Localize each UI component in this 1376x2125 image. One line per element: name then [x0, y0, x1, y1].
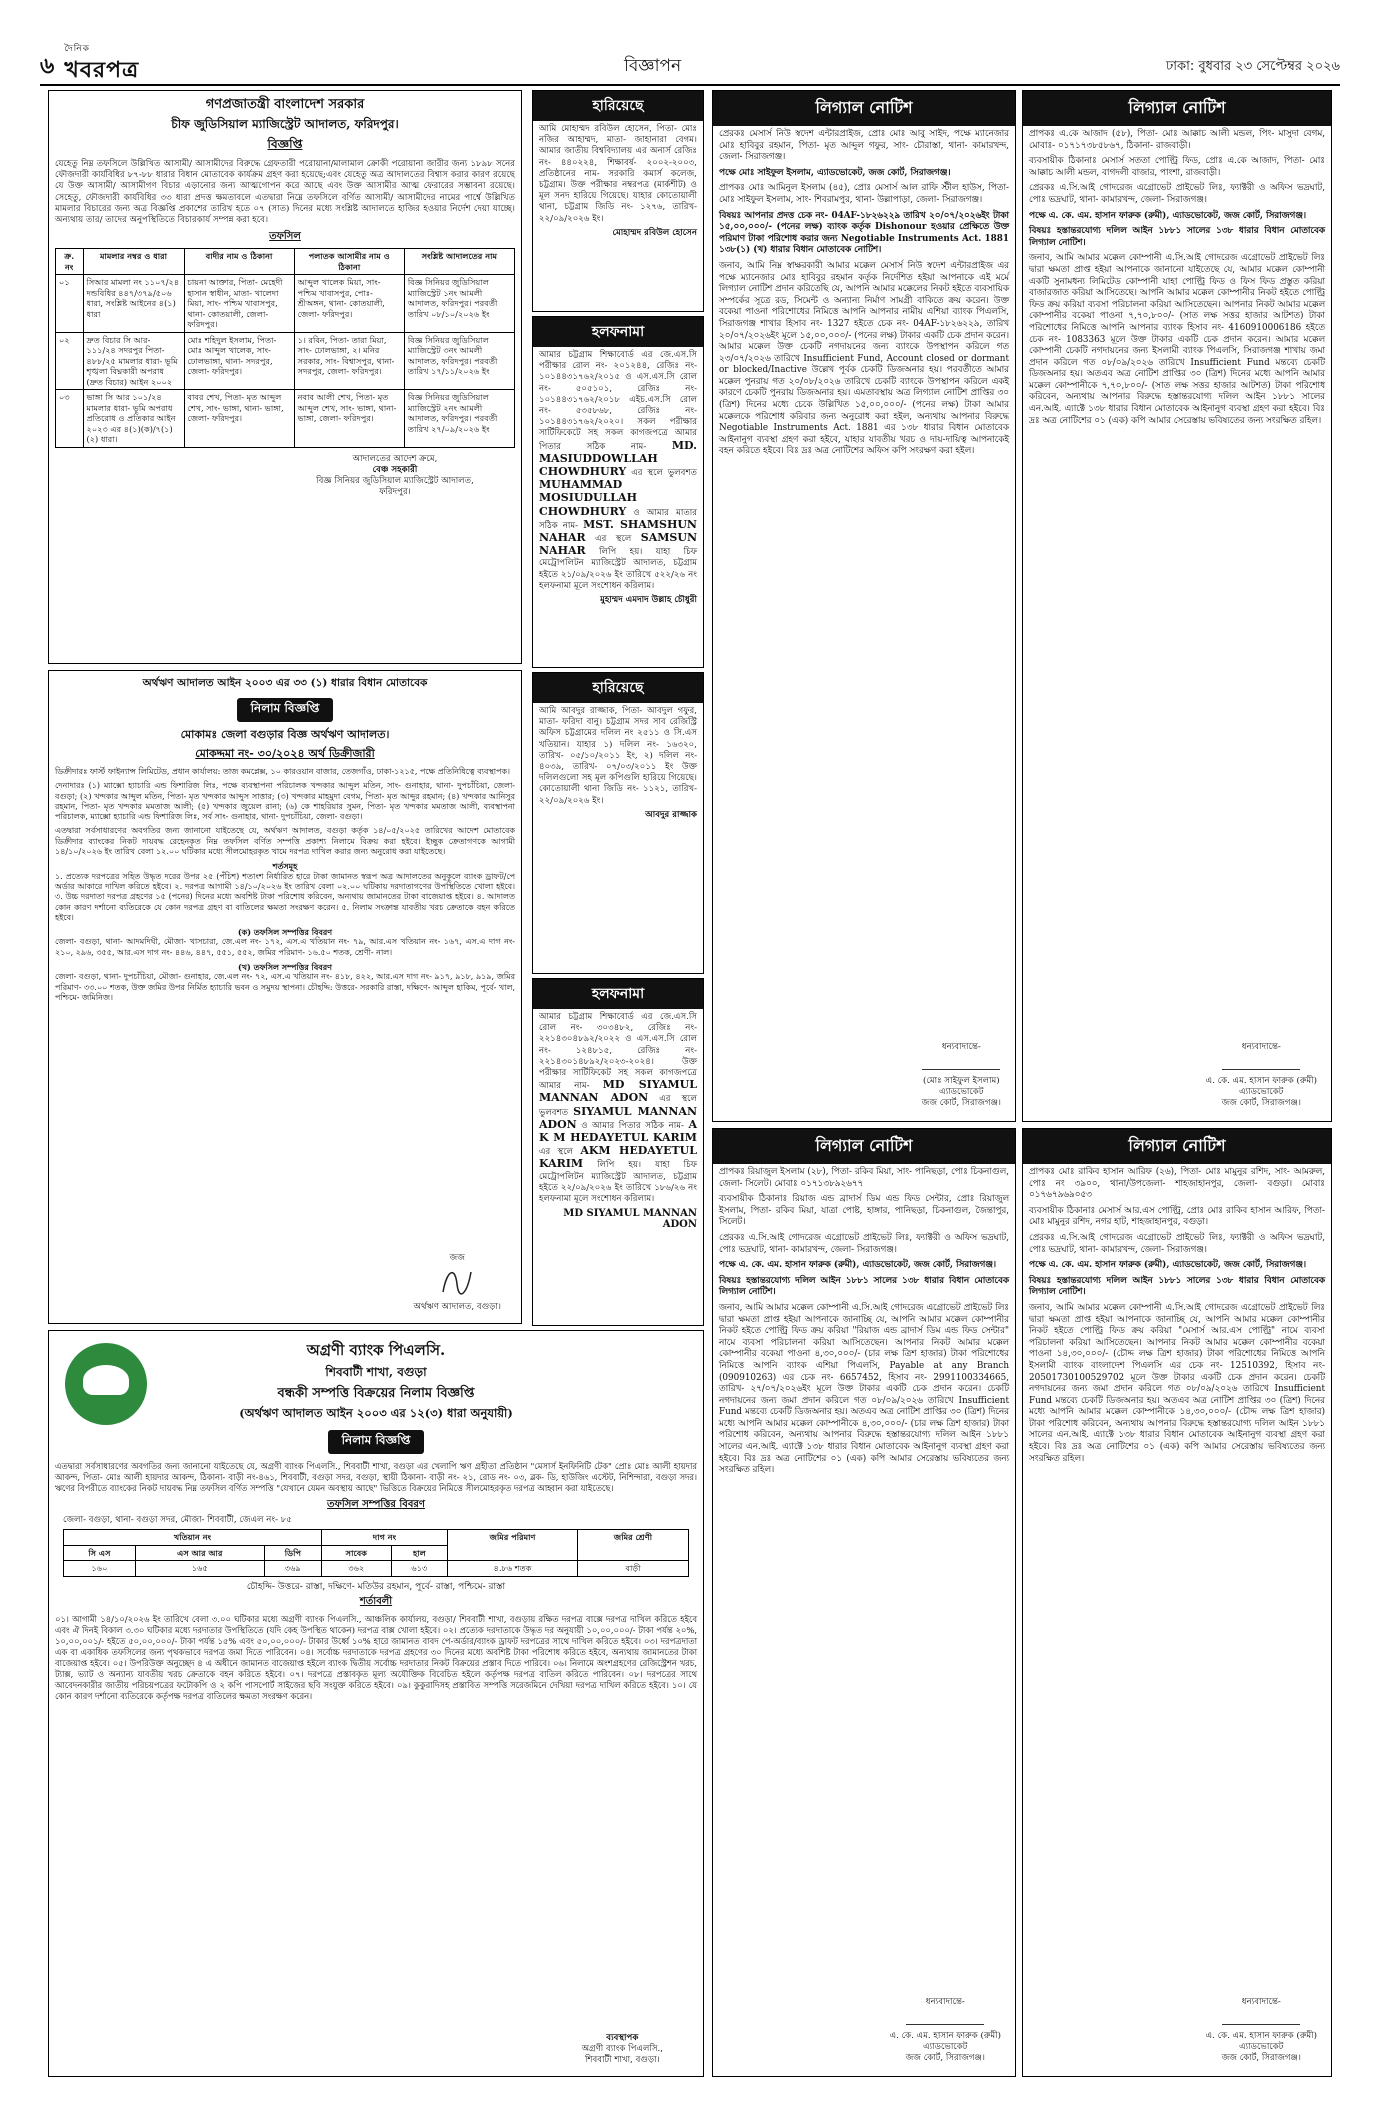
bank-terms: ০১। আগামী ১৪/১০/২০২৬ ইং তারিখে বেলা ৩.০০ ঘটিকার মধ্যে অগ্রণী ব্যাংক পিএলসি., আঞ্চলিক কার্যালয়, বগুড়া/ শিববাটী শাখা, বগুড়ায় রক্ষিত দরপত্র বাক্সে দরপত্র দাখিল করিতে হইবে এবং ঐ দিনই বিকাল ৩.৩০ ঘটিকার মধ্যে দরদাতার উপস্থিতিতে (যদি কেহ উপস্থিত থাকেন) দরপত্র বাক্স খোলা হইবে। ০২। প্রত্যেক দরদাতাকে উদ্ধৃত দর অনুযায়ী ১০,০০,০০০/- টাকা পর্যন্ত ২০%, ১০,০০,০০১/- হইতে ৫০,০০,০০০/- টাকা পর্যন্ত ১৫% এবং ৫০,০০,০০০/- টাকার উর্ধ্বে ১০% হারে জামানত বাবদ পে-অর্ডার/ব্যাংক ড্রাফট দরপত্রের সাথে দাখিল করিতে হইবে। ০৩। দরপত্রদাতা এক বা একাধিক তফসিলের জন্য পৃথকভাবে দরপত্র জমা দিতে পারিবেন। ০৪। সর্বোচ্চ দরদাতাকে দরপত্র গ্রহণের ৩০ দিনের মধ্যে অবশিষ্ট টাকা পরিশোধ করিতে হইবে, অন্যথায় জামানতের টাকা বাজেয়াপ্ত হইবে। ০৫। উপরিউক্ত অনুচ্ছেদ ৪ এ অধীনে জামানত বাজেয়াপ্ত হইলে ব্যাংক দ্বিতীয় সর্বোচ্চ দরদাতার নিকট বিক্রয়ের প্রস্তাব দিতে পারিবে। ০৬। নিলামে অংশগ্রহণের রেজিস্ট্রেশন খরচ, ট্যাক্স, ভ্যাট ও অন্যান্য যাবতীয় খরচ ক্রেতাকে বহন করিতে হইবে। ০৭। দরপত্রে প্রস্তাবকৃত মূল্য অযৌক্তিক বিবেচিত হইলে কর্তৃপক্ষ দরপত্র বাতিল করিতে পারিবেন। ০৮। দরপত্রের সাথে আবেদনকারীর জাতীয় পরিচয়পত্রের ফটোকপি ও ২ কপি পাসপোর্ট সাইজের ছবি সংযুক্ত করিতে হইবে। ০৯। কুকুরাদিসহ প্রস্তাবিত সম্পত্তি সরেজমিনে দেখিয়া দরপত্র দাখিল করিতে হইবে। ১০। যে কোন কারণ দর্শানো ব্যতিরেকে কর্তৃপক্ষ দরপত্র বাতিলের ক্ষমতা সংরক্ষণ করেন।	[55, 1613, 697, 1701]
auction-body	[49, 764, 521, 1010]
lost-notice-1	[532, 90, 704, 312]
auction-terms: ১. প্রত্যেক দরপত্রের সহিত উদ্ধৃত দরের উপর ২৫ (পঁচিশ) শতাংশ নির্ধারিত হারে টাকা জামানত স্বরূপ অত্র আদালতের অনুকূলে ব্যাংক ড্রাফট/পে অর্ডার আকারে দাখিল করিতে হইবে। ২. দরপত্র আগামী ১৪/১০/২০২৬ ইং তারিখ বেলা ০২.০০ ঘটিকায় দরদাতাগণের উপস্থিতিতে খোলা হইবে। ৩. উচ্চ দরদাতা দরপত্র গ্রহণের ১৫ (পনের) দিনের মধ্যে অবশিষ্ট টাকা পরিশোধ করিবেন, অন্যথায় জামানতের টাকা বাজেয়াপ্ত হইবে। ৪. আদালত কোন কারণ দর্শানো ব্যতিরেকে যে কোন দরপত্র গ্রহণ বা বাতিলের ক্ষমতা সংরক্ষণ করেন। ৫. নিলাম সংক্রান্ত যাবতীয় খরচ ক্রেতাকে বহন করিতে হইবে।	[55, 871, 515, 922]
bank-boundaries: চৌহদ্দি- উত্তরে- রাস্তা, দক্ষিণে- মতিউর রহমান, পূর্বে- রাস্তা, পশ্চিমে- রাস্তা	[246, 1581, 506, 1592]
legal-advocate: পক্ষে মোঃ সাইফুল ইসলাম, এ্যাডভোকেট, জজ কোর্ট, সিরাজগঞ্জ।	[719, 167, 951, 178]
bank-table-head-row	[64, 1530, 689, 1546]
legal-signer-court: জজ কোর্ট, সিরাজগঞ্জ।	[1221, 2053, 1301, 2063]
court-gov-title: গণপ্রজাতন্ত্রী বাংলাদেশ সরকার	[205, 97, 365, 112]
header-left	[40, 45, 139, 90]
table-cell: ০১	[56, 275, 84, 333]
legal-signer-court: জজ কোর্ট, সিরাজগঞ্জ।	[905, 2053, 985, 2063]
bank-auction-body: এতদ্বারা সর্বসাধারণের অবগতির জন্য জানানো যাইতেছে যে, অগ্রণী ব্যাংক পিএলসি., শিববাটী শাখা, বগুড়া এর খেলাপি ঋণ গ্রহীতা প্রতিষ্ঠান "মেসার্স ইনফিনিটি টেক" প্রোঃ মোঃ আলী হায়দার আকন্দ, পিতা- মোঃ আলী হায়দার আকন্দ, ঠিকানা- বাড়ী নং-৪৬১, শিববাটী, বগুড়া সদর, বগুড়া, স্থায়ী ঠিকানা- বাড়ী নং- ২১, রোড নং- ০৩, ব্লক- ডি, হাউজিং এস্টেট, নিশিন্দারা, বগুড়া সদর। ঋণের বিপরীতে ব্যাংকের নিকট দায়বদ্ধ নিম্ন তফসিল বর্ণিত সম্পত্তি "যেখানে যেমন অবস্থায় আছে" ভিত্তিতে বিক্রয়ের নিমিত্তে সীলমোহরকৃত দরপত্র আহ্বান করা যাইতেছে।	[55, 1461, 697, 1493]
auction-pill: নিলাম বিজ্ঞপ্তি	[237, 698, 334, 722]
legal-sign-label: ধন্যবাদান্তে-	[925, 1997, 965, 2007]
auction-law-line: অর্থঋণ আদালত আইন ২০০৩ এর ৩৩ (১) ধারার বিধান মোতাবেক	[142, 677, 428, 689]
schedule-table	[55, 248, 515, 448]
signature-stroke-icon	[922, 1053, 1000, 1070]
legal-receiver: প্রাপকঃ মোঃ আমিনুল ইসলাম (৪৫), প্রোঃ মেসার্স আল রাফি স্টীল হাউস, পিতা- মোঃ সাইফুল ইসলাম, সাং- শিবরামপুর, থানা- উল্লাপাড়া, জেলা- সিরাজগঞ্জ।	[719, 183, 1009, 205]
affidavit-text: এর স্থলে	[595, 534, 632, 545]
court-signer-office: বিজ্ঞ সিনিয়র জুডিসিয়াল ম্যাজিস্ট্রেট আদালত, ফরিদপুর।	[316, 475, 474, 497]
legal-notice-1	[712, 90, 1016, 1122]
legal-advocate: পক্ষে এ. কে. এম. হাসান ফারুক (রুমী), এ্যাডভোকেট, জজ কোর্ট, সিরাজগঞ্জ।	[1029, 1260, 1306, 1271]
table-cell: চায়না আক্তার, পিতা- মেহেদী হাসান স্বাধীন, মাতা- খালেদা মিয়া, সাং- পশ্চিম খাবাসপুর, থানা- কোতয়ালী, জেলা- ফরিদপুর।	[184, 275, 294, 333]
bank-table-subheader: এস আর আর	[135, 1545, 264, 1561]
table-cell: ভাঙ্গা সি আর ১০১/২৪ মামলার ধারা- ভূমি অপরাধ প্রতিরোধ ও প্রতিকার আইন ২০২৩ এর ৪(১)(ক)/৭(১)(২) ধারা।	[83, 390, 184, 448]
legal-sign-label: ধন্যবাদান্তে-	[941, 1042, 981, 1052]
table-cell: বাবর শেখ, পিতা- মৃত আব্দুল শেখ, সাং- ভাঙ্গা, থানা- ভাঙ্গা, জেলা- ফরিদপুর।	[184, 390, 294, 448]
page-header	[40, 43, 1340, 86]
legal-signer-title: এ্যাডভোকেট	[1239, 2042, 1284, 2052]
legal-receiver: প্রাপকঃ মোঃ রাকিব হাসান আরিফ (২৬), পিতা- মোঃ মামুনুর রশিদ, সাং- আমরুল, পোঃ নং ৩৯০০, থানা/উপজেলা- শাহজাহানপুর, জেলা- বগুড়া। মোবাঃ ০১৭৬৭৯৬৯০৫৩	[1029, 1167, 1325, 1201]
auction-signature	[414, 1253, 502, 1313]
table-cell: আব্দুল খালেক মিয়া, সাং- পশ্চিম খাবাসপুর, পোঃ- শ্রীঅঙ্গন, থানা- কোতয়ালী, জেলা- ফরিদপুর।	[294, 275, 404, 333]
table-cell: বিজ্ঞ সিনিয়র জুডিসিয়াল ম্যাজিস্ট্রেট ১নং আমলী আদালত, ফরিদপুর। পরবর্তী তারিখ ০৮/১০/২০২৬ ইং	[404, 275, 514, 333]
auction-announcement: এতদ্বারা সর্বসাধারণের অবগতির জন্য জানানো যাইতেছে যে, অর্থঋণ আদালত, বগুড়া কর্তৃক ১৪/০৫/২০২৫ তারিখের আদেশ মোতাবেক ডিক্রীদার ব্যাংকের নিকট দায়বদ্ধ রেহেনকৃত নিম্ন তফসিল বর্ণিত সম্পত্তি প্রকাশ্য নিলামে বিক্রয় করা হইবে। ইচ্ছুক ক্রেতাগণকে আগামী ১৪/১০/২০২৬ ইং তারিখ বেলা ১২.০০ ঘটিকার মধ্যে সীলমোহরকৃত খামে দরপত্র দাখিল করার জন্য অনুরোধ করা যাইতেছে।	[55, 826, 515, 857]
bank-auction-notice	[48, 1330, 704, 2077]
legal-advocate: পক্ষে এ. কে. এম. হাসান ফারুক (রুমী), এ্যাডভোকেট, জজ কোর্ট, সিরাজগঞ্জ।	[719, 1260, 996, 1271]
affidavit-text: আমার চট্টগ্রাম শিক্ষাবোর্ড এর জে.এস.সি পরীক্ষার রোল নং- ২০১২৪৪, রেজিঃ নং- ১০১৪৪৩১৭৬২/২০১৫ ও এস.এস.সি রোল নং- ৫০৫১০১, রেজিঃ নং- ১০১৪৪৩১৭৬২/২০১৮ এইচ.এস.সি রোল নং- ৫৩৫৮৬৮, রেজিঃ নং- ১০১৪৪৩১৭৬২/২০২০। সকল পরীক্ষার সার্টিফিকেটে সহ সকল কাগজপত্রে আমার পিতার সঠিক নাম-	[539, 350, 697, 452]
legal-subject: বিষয়ঃ আপনার প্রদত্ত চেক নং- 04AF-১৮২৬২২৯ তারিখ ২০/০৭/২০২৬ইং টাকা ১৫,০০,০০০/- (পনের লক্ষ) ব্যাংক কর্তৃক Dishonour হওয়ার প্রেক্ষিতে উক্ত পরিমাণ টাকা পরিশোধ করার জন্য Negotiable Instruments Act. 1881 ১৩৮(১) (খ) ধারার বিধান মোতাবেক নোটিশ।	[719, 210, 1009, 256]
bank-table-subheader: সি এস	[64, 1545, 136, 1561]
table-cell: সিআর মামলা নং ১১০৭/২৪ দন্ডবিধির ৪৪৭/৩৭৯/৫০৬ ধারা, সংশ্লিষ্ট আইনের ৪(১) ধারা	[83, 275, 184, 333]
auction-signer: অর্থঋণ আদালত, বগুড়া।	[413, 1302, 501, 1312]
lost-notice-2	[532, 672, 704, 974]
lost-notice-signer: আবদুর রাজ্জাক	[645, 809, 697, 820]
table-cell: দ্রুত বিচার সি আর- ১১১/২৪ সদরপুর পিতা- ৪৮৮/২৫ মামলার ধারা- ভূমি শৃঙ্খলা বিঘ্নকারী অপরাধ (দ্রুত বিচার) আইন ২০০২	[83, 332, 184, 390]
agrani-bank-logo-icon	[65, 1343, 147, 1425]
logo-tagline: দৈনিক	[64, 43, 90, 54]
legal-notice-band: লিগ্যাল নোটিশ	[713, 91, 1015, 126]
legal-text: জনাব, আমি আমার মক্কেল কোম্পানী এ.সি.আই গোদরেজ এগ্রোভেট প্রাইভেট লিঃ দ্বারা ক্ষমতা প্রাপ্ত হইয়া আপনাকে জানাচ্ছি যে, আপনি আমার মক্কেল কোম্পানীর নিকট হইতে পোল্ট্রি ফিড ক্রয় করিয়া "মেসার্স আর.এস পোল্ট্রি" নামে ব্যবসা পরিচালনা করিয়া আসিতেছেন। আপনার নিকট আমার মক্কেল কোম্পানীর বকেয়া পাওনা ১৪,৩০,০০০/- (চৌদ্দ লক্ষ ত্রিশ হাজার) টাকা পরিশোধের নিমিত্তে আপনি ইসলামী ব্যাংক বাংলাদেশ পিএলসি এর চেক নং- 12510392, হিসাব নং- 20501730100529702 মূলে উক্ত টাকার একটি চেক প্রদান করেন। চেকটি নগদায়নের জন্য জমা প্রদান করিলে গত ০৮/০৯/২০২৬ তারিখে Insufficient Fund মন্তব্যে চেকটি ডিজঅনার হয়। অতএব অত্র নোটিশ প্রাপ্তির ৩০ (ত্রিশ) দিনের মধ্যে আপনি আমার মক্কেল কোম্পানীকে ১৪,৩০,০০০/- (চৌদ্দ লক্ষ ত্রিশ হাজার) টাকা পরিশোধ করিবেন, অন্যথায় আপনার বিরুদ্ধে হস্তান্তরযোগ্য দলিল আইন ১৮৮১ সালের এন.আই. এ্যাক্টে ১৩৮ ধারার বিধান মোতাবেক আইনানুগ ব্যবস্থা গ্রহণ করা হইবে। বিঃ দ্রঃ অত্র নোটিশের ০১ (এক) কপি আমার সেরেস্তায় ভবিষ্যতের জন্য সংরক্ষিত রহিল।	[1029, 1302, 1325, 1464]
legal-signer-court: জজ কোর্ট, সিরাজগঞ্জ।	[921, 1098, 1001, 1108]
affidavit-text: ও আমার পিতার সঠিক নাম-	[581, 1120, 684, 1131]
affidavit-text: লিপি হয়। যাহা চিফ মেট্রোপলিটন ম্যাজিস্ট্রেট আদালত, চট্টগ্রাম হইতে ২১/০৯/২০২৬ ইং তারিখে ৫২২/২৬ নং হলফনামা মূলে সংশোধন করিলাম।	[539, 547, 698, 591]
auction-schedule2-label: (খ) তফসিল সম্পত্তির বিবরণ	[238, 962, 332, 973]
affidavit-body	[533, 1009, 703, 1208]
affidavit-name: AKM HEDAYETUL KARIM	[539, 1144, 698, 1171]
bank-signer: ব্যবস্থাপক	[606, 2033, 639, 2043]
bank-signer-branch: শিববাটী শাখা, বগুড়া।	[584, 2055, 660, 2065]
auction-court: মোকামঃ জেলা বগুড়ার বিজ্ঞ অর্থঋণ আদালত।	[180, 728, 390, 741]
table-cell: ০২	[56, 332, 84, 390]
legal-signature	[890, 1997, 1001, 2064]
legal-signer-title: এ্যাডভোকেট	[1239, 1087, 1284, 1097]
legal-text: জনাব, আমি নিম্ন স্বাক্ষরকারী আমার মক্কেল মেসার্স নিউ স্বদেশ এন্টারপ্রাইজ এর পক্ষে ম্যানেজার মোঃ হাবিবুর রহমান কর্তৃক নির্দেশিত হইয়া আপনাকে এই মর্মে লিগ্যাল নোটিশ প্রদান করিতেছি যে, আপনি আমার মক্কেলের নিকট হইতে ব্যবসায়িক সম্পর্কের সূত্রে রড, সিমেন্ট ও অন্যান্য নির্মাণ সামগ্রী বাকিতে ক্রয় করেন। উক্ত বকেয়া পাওনা পরিশোধের নিমিত্তে আপনি আপনার নামীয় এশিয়া ব্যাংক পিএলসি, সিরাজগঞ্জ শাখার হিসাব নং- 1327 হইতে চেক নং- 04AF-১৮২৬২২৯, তারিখ ২০/০৭/২০২৬ইং মূলে ১৫,০০,০০০/- (পনের লক্ষ) টাকার একটি চেক প্রদান করেন। আমার মক্কেল উক্ত চেকটি নগদায়নের জন্য ব্যাংকে উপস্থাপন করিলে গত ২৩/০৭/২০২৬ তারিখে Insufficient Fund, Account closed or dormant or blocked/Inactive উল্লেখ পূর্বক চেকটি ডিজঅনার হয়। পরবর্তীতে আমার মক্কেল পুনরায় গত ২০/০৮/২০২৬ তারিখে চেকটি ব্যাংকে উপস্থাপন করিলে একই কারণে চেকটি পুনরায় ডিজঅনার হয়। এমতাবস্থায় অত্র লিগ্যাল নোটিশ প্রাপ্তির ৩০ (ত্রিশ) দিনের মধ্যে চেকে উল্লিখিত ১৫,০০,০০০/- (পনের লক্ষ) টাকা আমার মক্কেলকে পরিশোধ করিবার জন্য অনুরোধ করা হইল, অন্যথায় আপনার বিরুদ্ধে Negotiable Instruments Act. 1881 এর ১৩৮ ধারার বিধান মোতাবেক আইনানুগ ব্যবস্থা গ্রহণ করা হইবে, যাহার যাবতীয় খরচ ও দায়-দায়িত্ব আপনাকেই বহন করিতে হইবে। বিঃ দ্রঃ অত্র নোটিশের অফিস কপি সংরক্ষণ করা হইল।	[719, 260, 1009, 457]
table-cell: ১। রবিন, পিতা- তারা মিয়া, সাং- ঢোলভাঙ্গা, ২। মনির সরকার, সাং- বিশ্বাসপুর, থানা- সদরপুর, জেলা- ফরিদপুর।	[294, 332, 404, 390]
affidavit-signer: MD SIYAMUL MANNAN ADON	[563, 1208, 697, 1231]
table-row	[56, 275, 515, 333]
legal-notice-body	[713, 1164, 1015, 1484]
court-name: চীফ জুডিসিয়াল ম্যাজিস্ট্রেট আদালত, ফরিদপুর।	[171, 117, 399, 131]
auction-judge-label: জজ	[449, 1253, 465, 1263]
legal-notice-body	[713, 126, 1015, 465]
schedule-header: পলাতক আসামীর নাম ও ঠিকানা	[294, 249, 404, 275]
auction-schedule2: জেলা- বগুড়া, থানা- দুপচাঁচিয়া, মৌজা- গুনাহার, জে.এল নং- ৭২, এস.এ খতিয়ান নং- ৪১৮, ৪২২, আর.এস দাগ নং- ৯১৭, ৯১৮, ৯১৯, জমির পরিমাণ- ৩৩.০০ শতক, উক্ত জমির উপর নির্মিত হ্যাচারি ভবন ও সমুদয় স্থাপনা। চৌহদ্দি: উত্তরে- সরকারি রাস্তা, দক্ষিণে- আব্দুল হাকিম, পূর্বে- খাল, পশ্চিমে- জমিনিজ।	[55, 972, 515, 1002]
signature-stroke-icon	[1222, 2008, 1300, 2025]
court-signature-block	[309, 450, 521, 498]
table-row	[56, 332, 515, 390]
page-number: ৬	[40, 53, 55, 79]
auction-debtors: দেনাদারঃ (১) ম্যাক্সো হ্যাচারি এন্ড ফিশারিজ লিঃ, পক্ষে ব্যবস্থাপনা পরিচালক খন্দকার আব্দুল মতিন, সাং- গুনাহার, থানা- দুপচাঁচিয়া, জেলা- বগুড়া; (২) খন্দকার আব্দুল মতিন, পিতা- মৃত খন্দকার আব্দুস সাত্তার; (৩) খন্দকার মাহমুদা বেগম, পিতা- মৃত আব্দুর রহমান; (৪) খন্দকার আনিসুর রহমান, পিতা- মৃত খন্দকার মমতাজ আলী; (৫) খন্দকার জুয়েল রানা; (৬) কে শাহরিয়ার সুমন, পিতা- মৃত খন্দকার মমতাজ আলী, ব্যবস্থাপনা পরিচালক, ম্যাক্সো হ্যাচারি এন্ড ফিশারিজ লিঃ, সর্ব সাং- গুনাহার, থানা- দুপচাঁচিয়া, জেলা- বগুড়া।	[55, 781, 515, 822]
table-row	[56, 390, 515, 448]
affidavit-name: MST. SHAMSHUN NAHAR	[539, 517, 697, 545]
legal-notice-band: লিগ্যাল নোটিশ	[713, 1129, 1015, 1164]
bank-table-header: খতিয়ান নং	[64, 1530, 322, 1546]
legal-signer-title: এ্যাডভোকেট	[923, 2042, 968, 2052]
legal-subject: বিষয়ঃ হস্তান্তরযোগ্য দলিল আইন ১৮৮১ সালের ১৩৮ ধারার বিধান মোতাবেক লিগ্যাল নোটিশ।	[1029, 226, 1325, 248]
legal-signer: (মোঃ সাইফুল ইসলাম)	[923, 1076, 1000, 1086]
bank-name: অগ্রণী ব্যাংক পিএলসি.	[306, 1341, 446, 1359]
table-cell: ৬১৩	[391, 1561, 447, 1577]
affidavit-name: SAMSUN NAHAR	[539, 531, 697, 558]
affidavit-notice-2	[532, 978, 704, 1326]
schedule-header: ক্র. নং	[56, 249, 84, 275]
signature-stroke-icon	[1222, 1053, 1300, 1070]
lost-notice-band: হারিয়েছে	[533, 91, 703, 121]
affidavit-text: এর স্থলে ভুলবশত	[539, 1094, 698, 1118]
court-signer: বেঞ্চ সহকারী	[372, 464, 418, 475]
legal-signer-title: এ্যাডভোকেট	[939, 1087, 984, 1097]
lost-notice-signer: মোহাম্মদ রবিউল হোসেন	[612, 227, 697, 238]
schedule-header-row	[56, 249, 515, 275]
legal-notice-3	[712, 1128, 1016, 2077]
legal-notice-band: লিগ্যাল নোটিশ	[1023, 91, 1331, 126]
auction-notice-court	[48, 670, 522, 1324]
table-cell: মোঃ শহিদুল ইসলাম, পিতা- মোঃ আব্দুল খালেক, সাং- ঢোলভাঙ্গা, থানা- সদরপুর, জেলা- ফরিদপুর।	[184, 332, 294, 390]
bank-signature	[582, 2033, 663, 2066]
table-cell: বিজ্ঞ সিনিয়র জুডিসিয়াল ম্যাজিস্ট্রেট ২নং আমলী আদালত, ফরিদপুর। পরবর্তী তারিখ ২৭/০৯/২০২৬ ইং	[404, 390, 514, 448]
legal-business: ব্যবসায়ীক ঠিকানাঃ রিয়াজ এন্ড ব্রাদার্স ডিম এন্ড ফিড সেন্টার, প্রোঃ রিয়াজুল ইসলাম, পিতা- রকিব মিয়া, যাত্রা পোষ্ট, হাঙ্গার, পানিছড়া, চিকনাগুল, জৈন্তাপুর, সিলেট।	[719, 1194, 1009, 1228]
affidavit-signer: মুহাম্মদ এমদাদ উল্লাহ চৌধুরী	[600, 595, 697, 606]
table-row	[64, 1561, 689, 1577]
auction-schedule: জেলা- বগুড়া, থানা- আদমদিঘী, মৌজা- খাসচারা, জে.এল নং- ১৭২, এস.এ খতিয়ান নং- ৭৯, আর.এস খতিয়ান নং- ১৬৭, এস.এ দাগ নং- ২১০, ২৯৬, ৩৫৫, আর.এস দাগ নং- ৪৪৬, ৪৪৭, ৫৫১, ৫৫২, জমির পরিমাণ- ১৬.৫০ শতক, শ্রেণী- নাল।	[55, 937, 515, 957]
bank-table-subheader: ডিপি	[264, 1545, 321, 1561]
bank-terms-label: শর্তাবলী	[359, 1595, 393, 1607]
schedule-header: মামলার নম্বর ও ধারা	[83, 249, 184, 275]
affidavit-band: হলফনামা	[533, 979, 703, 1009]
table-cell: ৩৬২	[322, 1561, 392, 1577]
legal-receiver: প্রাপকঃ রিয়াজুল ইসলাম (২৮), পিতা- রকিব মিয়া, সাং- পানিছড়া, পোঃ চিকনাগুল, জেলা- সিলেট। মোবাঃ ০১৭১৩৮৯২৬৭৭	[719, 1167, 1009, 1189]
legal-signature	[922, 1042, 1001, 1109]
logo-text: খবরপত্র	[64, 57, 140, 83]
bank-table-header: জমির শ্রেণী	[578, 1530, 689, 1561]
court-order-line: আদালতের আদেশ ক্রমে,	[352, 453, 438, 464]
table-cell: বাড়ী	[578, 1561, 689, 1577]
bank-table-header: দাগ নং	[322, 1530, 448, 1546]
affidavit-text: এর স্থলে ভুলবশত	[631, 468, 697, 479]
legal-signer: এ. কে. এম. হাসান ফারুক (রুমী)	[889, 2031, 1001, 2041]
affidavit-band: হলফনামা	[533, 317, 703, 347]
affidavit-name: SIYAMUL MANNAN ADON	[539, 1104, 697, 1131]
legal-signer: এ. কে. এম. হাসান ফারুক (রুমী)	[1205, 1076, 1317, 1086]
lost-notice-band: হারিয়েছে	[533, 673, 703, 703]
lost-notice-body: আমি আবদুর রাজ্জাক, পিতা- আবদুল গফুর, মাতা- ফরিদা বানু। চট্টগ্রাম সদর সাব রেজিস্ট্রি অফিস চট্টগ্রামের দলিল নং ২৫১১ ও সি.এস খতিয়ান। যাহার ১) দলিল নং- ১৬৩২০, তারিখ- ০৫/১০/২০১১ ইং, ২) দলিল নং- ৪০৩৯, তারিখ- ০৭/০৩/২০১১ ইং উক্ত দলিলগুলো সহ মূল কপিগুলি হারিয়ে গিয়েছে। কোতোয়ালী থানা জিডি নং- ১১২১, তারিখ- ২২/০৯/২০২৬ ইং।	[539, 706, 697, 806]
judge-signature-icon	[437, 1264, 477, 1298]
legal-notice-body	[1023, 126, 1331, 434]
legal-business: ব্যবসায়ীক ঠিকানাঃ মেসার্স সততা পোল্ট্রি ফিড, প্রোঃ এ.কে আজাদ, পিতা- মোঃ আক্কাচ আলী মন্ডল, বাগদলী বাজার, পাংশা, রাজবাড়ী।	[1029, 156, 1325, 178]
auction-terms-label: শর্তসমূহ	[272, 861, 298, 872]
affidavit-text: ও আমার মাতার সঠিক নাম-	[539, 507, 697, 531]
edition-date: ঢাকা: বুধবার ২৩ সেপ্টেম্বর ২০২৬	[1165, 58, 1340, 74]
bank-table-subheader: সাবেক	[322, 1545, 392, 1561]
legal-signer-court: জজ কোর্ট, সিরাজগঞ্জ।	[1221, 1098, 1301, 1108]
signature-stroke-icon	[906, 2008, 984, 2025]
section-title: বিজ্ঞাপন	[623, 56, 682, 76]
affidavit-notice-1	[532, 316, 704, 668]
auction-case-no: মোকদ্দমা নং- ৩০/২০২৪ অর্থ ডিক্রীজারী	[195, 747, 375, 760]
legal-sender: প্রেরকঃ মেসার্স নিউ স্বদেশ এন্টারপ্রাইজ, প্রোঃ মোঃ আবু সাইদ, পক্ষে ম্যানেজার মোঃ হাবিবুর রহমান, পিতা- মৃত আব্দুল গফুর, সাং- চৌরাস্তা, থানা- কামারখন্দ, জেলা- সিরাজগঞ্জ।	[719, 129, 1009, 163]
auction-decree-holder: ডিক্রীদারঃ ফার্স্ট ফাইন্যান্স লিমিটেড, প্রধান কার্যালয়: তাজ কমপ্লেক্স, ১০ কারওয়ান বাজার, তেজগাঁও, ঢাকা-১২১৫, পক্ষে প্রতিনিধিত্বে ব্যবস্থাপক।	[55, 767, 510, 776]
schedule-label: তফসিল	[269, 231, 301, 243]
legal-sender: প্রেরকঃ এ.সি.আই গোদরেজ এগ্রোভেট প্রাইভেট লিঃ, ফ্যাক্টরী ও অফিস ভদ্রঘাট, পোঃ ভদ্রঘাট, থানা- কামারখন্দ, জেলা- সিরাজগঞ্জ।	[719, 1232, 1009, 1255]
legal-text: জনাব, আমি আমার মক্কেল কোম্পানী এ.সি.আই গোদরেজ এগ্রোভেট প্রাইভেট লিঃ দ্বারা ক্ষমতা প্রাপ্ত হইয়া আপনাকে জানাচ্ছি যে, আপনি আমার মক্কেল কোম্পানীর নিকট হইতে পোল্ট্রি ফিড ক্রয় করিয়া "রিয়াজ এন্ড ব্রাদার্স ডিম এন্ড ফিড সেন্টার" নামে ব্যবসা পরিচালনা করিয়া আসিতেছেন। আপনার নিকট আমার মক্কেল কোম্পানীর বকেয়া পাওনা ৪,৩০,০০০/- (চার লক্ষ ত্রিশ হাজার) টাকা পরিশোধের নিমিত্তে আপনি ব্যাংক এশিয়া পিএলসি, Payable at any Branch (090910263) এর চেক নং- 6657452, হিসাব নং- 2991100334665, তারিখ- ২৭/০৭/২০২৬ইং মূলে উক্ত টাকার একটি চেক প্রদান করেন। চেকটি নগদায়নের জন্য জমা প্রদান করিলে গত ০৮/০৯/২০২৬ তারিখে Insufficient Fund মন্তব্যে চেকটি ডিজঅনার হয়। অতএব অত্র নোটিশ প্রাপ্তির ৩০ (ত্রিশ) দিনের মধ্যে আপনি আমার মক্কেল কোম্পানীকে ৪,৩০,০০০/- (চার লক্ষ ত্রিশ হাজার) টাকা পরিশোধ করিবেন, অন্যথায় আপনার বিরুদ্ধে হস্তান্তরযোগ্য দলিল আইন ১৮৮১ সালের এন.আই. এ্যাক্টে ১৩৮ ধারার বিধান মোতাবেক আইনানুগ ব্যবস্থা গ্রহণ করা হইবে। বিঃ দ্রঃ অত্র নোটিশের ০১ (এক) কপি আমার সেরেস্তায় ভবিষ্যতের জন্য সংরক্ষিত রহিল।	[719, 1302, 1009, 1476]
legal-sign-label: ধন্যবাদান্তে-	[1241, 1997, 1281, 2007]
court-notice-label: বিজ্ঞপ্তি	[267, 137, 303, 151]
legal-text: জনাব, আমি আমার মক্কেল কোম্পানী এ.সি.আই গোদরেজ এগ্রোভেট প্রাইভেট লিঃ দ্বারা ক্ষমতা প্রাপ্ত হইয়া আপনাকে জানানো যাইতেছে যে, আমার মক্কেল কোম্পানী একটি সুনামধন্য লিমিটেড কোম্পানী যাহা পোল্ট্রি ফিড ও ফিস ফিড প্রস্তুত করিয়া বাজারজাত করিয়া আসিতেছে। আপনি আমার মক্কেল কোম্পানীর নিকট হইতে পোল্ট্রি ফিড ক্রয় করিয়া ব্যবসা পরিচালনা করিয়া আসিতেছেন। আপনার নিকট আমার মক্কেল কোম্পানীর বকেয়া পাওনা ৭,৭০,৮০০/- (সাত লক্ষ সত্তর হাজার আটশত) টাকা পরিশোধের নিমিত্তে আপনি আপনার ব্যাংক হিসাব নং- 4160910006186 হইতে চেক নং- 1083363 মূলে উক্ত টাকার একটি চেক প্রদান করেন। আমার মক্কেল কোম্পানী চেকটি নগদায়নের জন্য ইসলামী ব্যাংক পিএলসি, সিরাজগঞ্জ শাখায় জমা প্রদান করিলে গত ০৮/০৯/২০২৬ তারিখে Insufficient Fund মন্তব্যে চেকটি ডিজঅনার হয়। অতএব অত্র নোটিশ প্রাপ্তির ৩০ (ত্রিশ) দিনের মধ্যে আপনি আমার মক্কেল কোম্পানীকে ৭,৭০,৮০০/- (সাত লক্ষ সত্তর হাজার আটশত) টাকা পরিশোধ করিবেন, অন্যথায় আপনার বিরুদ্ধে হস্তান্তরযোগ্য দলিল আইন ১৮৮১ সালের এন.আই. এ্যাক্টে ১৩৮ ধারার বিধান মোতাবেক আইনানুগ ব্যবস্থা গ্রহণ করা হইবে। বিঃ দ্রঃ অত্র নোটিশের ০১ (এক) কপি আমার সেরেস্তায় ভবিষ্যতের জন্য সংরক্ষিত রহিল।	[1029, 253, 1325, 426]
table-cell: নবাব আলী শেখ, পিতা- মৃত আব্দুল শেখ, সাং- ভাঙ্গা, থানা- ভাঙ্গা, জেলা- ফরিদপুর।	[294, 390, 404, 448]
lost-notice-body: আমি মোহাম্মদ রবিউল হোসেন, পিতা- মোঃ নজির আহাম্মদ, মাতা- জাহানারা বেগম। আমার জাতীয় বিশ্ববিদ্যালয় এর অনার্স রেজিঃ নং- ৪৪০২২৪, শিক্ষাবর্ষ- ২০০২-২০০৩, প্রতিষ্ঠানের নাম- সরকারি কমার্স কলেজ, চট্টগ্রাম। উক্ত পরীক্ষার নম্বরপত্র (মার্কশীট) ও মূল সনদ হারিয়ে গিয়েছে। যাহার কোতোয়ালী থানা, চট্টগ্রাম জিডি নং- ১২৭৬, তারিখ- ২২/০৯/২০২৬ ইং।	[539, 124, 697, 224]
table-cell: ০৩	[56, 390, 84, 448]
affidavit-name: A K M HEDAYETUL KARIM	[539, 1117, 698, 1145]
legal-notice-band: লিগ্যাল নোটিশ	[1023, 1129, 1331, 1164]
auction-schedule-label: (ক) তফসিল সম্পত্তির বিবরণ	[237, 927, 333, 938]
bank-schedule-table	[63, 1529, 689, 1577]
affidavit-text: আমার চট্টগ্রাম শিক্ষাবোর্ড এর জে.এস.সি রোল নং- ৩০৩৪৮২, রেজিঃ নং- ২২১৪৩০৪৮৯২/২০২২ ও এস.এস.সি রোল নং- ১২৪৮১৫, রেজিঃ নং- ২২১৪৩০১৪৮৯২/২০২৩-২০২৪। উক্ত পরীক্ষার সার্টিফিকেট সহ সকল কাগজপত্রে আমার নাম-	[539, 1012, 697, 1092]
table-cell: ৩৬৯	[264, 1561, 321, 1577]
affidavit-text: লিপি হয়। যাহা চিফ মেট্রোপলিটন ম্যাজিস্ট্রেট আদালত, চট্টগ্রাম হইতে ২২/০৯/২০২৬ ইং তারিখে ১৮৬/২৬ নং হলফনামা মূলে সংশোধন করিলাম।	[539, 1160, 697, 1205]
bank-schedule-label: তফসিল সম্পত্তির বিবরণ	[327, 1499, 425, 1510]
bank-schedule-intro: জেলা- বগুড়া, থানা- বগুড়া সদর, মৌজা- শিববাটী, জেএল নং- ৮৫	[63, 1515, 292, 1525]
affidavit-body	[533, 347, 703, 595]
legal-sign-label: ধন্যবাদান্তে-	[1241, 1042, 1281, 1052]
court-notice	[48, 90, 522, 664]
affidavit-name: MUHAMMAD MOSIUDULLAH CHOWDHURY	[539, 478, 637, 518]
affidavit-name: MD SIYAMUL MANNAN ADON	[539, 1078, 698, 1105]
affidavit-text: এর স্থলে	[539, 1147, 574, 1158]
table-cell: ১৬৫	[135, 1561, 264, 1577]
bank-branch: শিববাটী শাখা, বগুড়া	[325, 1365, 427, 1379]
affidavit-name: MD. MASIUDDOWLLAH CHOWDHURY	[539, 438, 698, 479]
legal-notice-4	[1022, 1128, 1332, 2077]
legal-subject: বিষয়ঃ হস্তান্তরযোগ্য দলিল আইন ১৮৮১ সালের ১৩৮ ধারার বিধান মোতাবেক লিগ্যাল নোটিশ।	[1029, 1275, 1325, 1298]
schedule-header: সংশ্লিষ্ট আদালতের নাম	[404, 249, 514, 275]
table-cell: বিজ্ঞ সিনিয়র জুডিসিয়াল ম্যাজিস্ট্রেট ৩নং আমলী আদালত, ফরিদপুর। পরবর্তী তারিখ ১৭/১১/২০২৬ ইং	[404, 332, 514, 390]
bank-notice-law: (অর্থঋণ আদালত আইন ২০০৩ এর ১২(৩) ধারা অনুযায়ী)	[239, 1406, 513, 1420]
legal-signer: এ. কে. এম. হাসান ফারুক (রুমী)	[1205, 2031, 1317, 2041]
table-cell: ৪.৮৬ শতক	[448, 1561, 578, 1577]
court-notice-body: যেহেতু নিম্ন তফসিলে উল্লিখিত আসামী/ আসামীদের বিরুদ্ধে গ্রেফতারী পরোয়ানা/মালামাল ক্রোকী পরোয়ানা জারীর জন্য ১৮৯৮ সনের ফৌজদারী কার্যবিধির ৮৭-৮৮ ধারার বিধান মোতাবেক কার্যক্রম গ্রহণ করা হয়েছে;এবং যেহেতু অত্র আদালতের বিশ্বাস করার কারণ রয়েছে যে উক্ত আসামী/ আসামীগণ বিচার এড়ানোর জন্য আত্মগোপন করে আছে এবং উক্ত আসামীর আত্ম ফেরারের সম্ভাবনা রয়েছে। সেহেতু, ফৌজদারী কার্যবিধির ৩৩ ধারা প্রদত্ত ক্ষমতাবলে এতদ্বারা নিম্নে তফসিলে বর্ণিত আসামী/ আসামীদের নামের পার্শ্বে উল্লিখিত মামলার বিচারের জন্য অত্র বিজ্ঞপ্তি প্রকাশের তারিখ হতে ০৭ (সাত) দিনের মধ্যে সংশ্লিষ্ট আদালতে হাজির হওয়ার নির্দেশ দেয়া যাচ্ছে। অন্যথায় তার/ তাদের অনুপস্থিতিতে বিচারকার্য সম্পন্ন করা হবে।	[55, 159, 515, 226]
legal-signature	[1206, 1042, 1317, 1109]
legal-signature	[1206, 1997, 1317, 2064]
legal-receiver: প্রাপকঃ এ.কে আজাদ (৫৮), পিতা- মোঃ আক্কাচ আলী মন্ডল, পিং- মাসুদা বেগম, মোবাঃ- ০১৭১৭৩৮৫৮৬৭, ঠিকানা- রাজবাড়ী।	[1029, 129, 1325, 151]
bank-table-header: জমির পরিমাণ	[448, 1530, 578, 1561]
legal-sender: প্রেরকঃ এ.সি.আই গোদরেজ এগ্রোভেট প্রাইভেট লিঃ, ফ্যাক্টরী ও অফিস ভদ্রঘাট, পোঃ ভদ্রঘাট, থানা- কামারখন্দ, জেলা- সিরাজগঞ্জ।	[1029, 1232, 1325, 1255]
legal-notice-body	[1023, 1164, 1331, 1472]
table-cell: ১৬০	[64, 1561, 136, 1577]
bank-table-subheader: হাল	[391, 1545, 447, 1561]
legal-business: ব্যবসায়ীক ঠিকানাঃ মেসার্স আর.এস পোল্ট্রি, প্রোঃ মোঃ রাকিব হাসান আরিফ, পিতা- মোঃ মামুনুর রশিদ, নগর হাট, শাহজাহানপুর, বগুড়া।	[1029, 1205, 1325, 1228]
newspaper-logo	[64, 45, 139, 90]
legal-subject: বিষয়ঃ হস্তান্তরযোগ্য দলিল আইন ১৮৮১ সালের ১৩৮ ধারার বিধান মোতাবেক লিগ্যাল নোটিশ।	[719, 1275, 1009, 1298]
bank-signer-name: অগ্রণী ব্যাংক পিএলসি.,	[581, 2044, 663, 2054]
schedule-header: বাদীর নাম ও ঠিকানা	[184, 249, 294, 275]
legal-advocate: পক্ষে এ. কে. এম. হাসান ফারুক (রুমী), এ্যাডভোকেট, জজ কোর্ট, সিরাজগঞ্জ।	[1029, 210, 1306, 221]
legal-sender: প্রেরকঃ এ.সি.আই গোদরেজ এগ্রোভেট প্রাইভেট লিঃ, ফ্যাক্টরী ও অফিস ভদ্রঘাট, পোঃ ভদ্রঘাট, থানা- কামারখন্দ, জেলা- সিরাজগঞ্জ।	[1029, 183, 1325, 205]
legal-notice-2	[1022, 90, 1332, 1122]
bank-auction-pill: নিলাম বিজ্ঞপ্তি	[328, 1430, 425, 1454]
bank-notice-title: বন্ধকী সম্পত্তি বিক্রয়ের নিলাম বিজ্ঞপ্তি	[277, 1386, 475, 1401]
